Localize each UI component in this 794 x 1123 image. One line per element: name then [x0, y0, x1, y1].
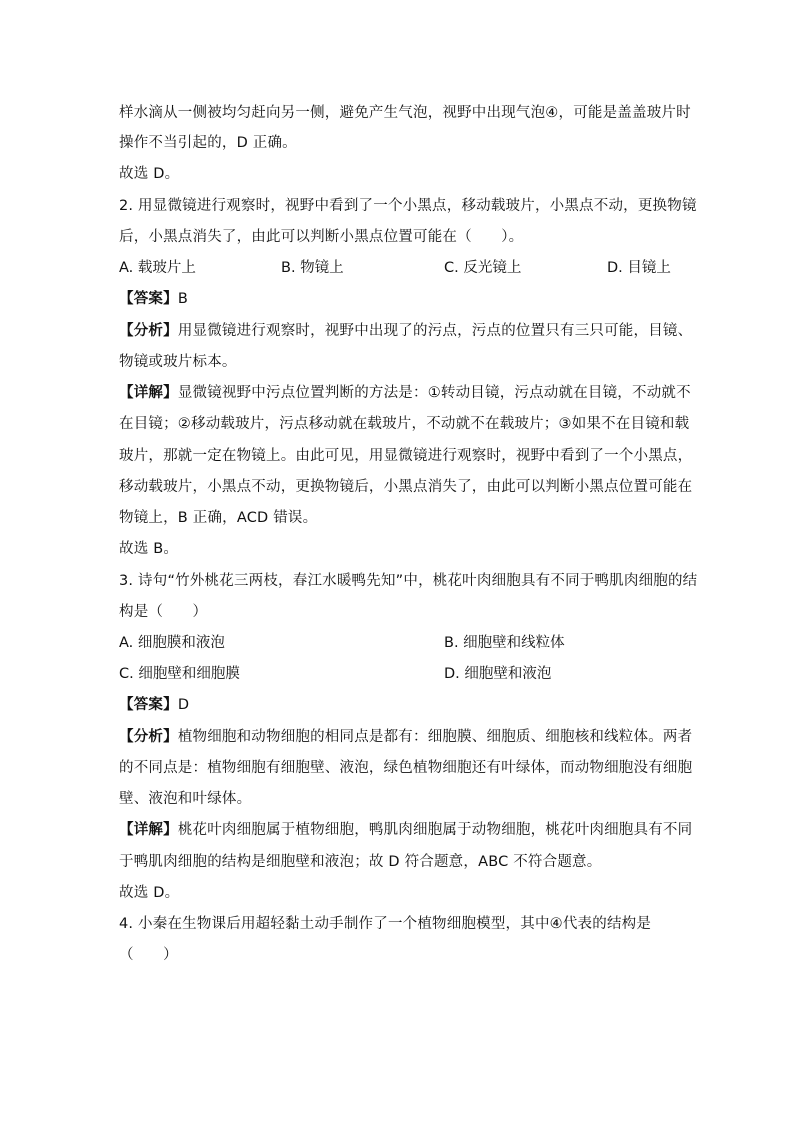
analysis-line: 的不同点是：植物细胞有细胞壁、液泡，绿色植物细胞还有叶绿体，而动物细胞没有细胞 — [119, 760, 693, 776]
text-line: 操作不当引起的，D 正确。 — [119, 135, 297, 151]
analysis-tag: 【分析】 — [119, 729, 178, 745]
selection-line: 故选 B。 — [119, 541, 179, 557]
question-4-stem: 4. 小秦在生物课后用超轻黏土动手制作了一个植物细胞模型，其中④代表的结构是 — [119, 916, 652, 932]
option-b: B. 物镜上 — [281, 260, 344, 276]
analysis-line — [119, 321, 692, 341]
detail-tag: 【详解】 — [119, 822, 178, 838]
detail-text: 桃花叶肉细胞属于植物细胞，鸭肌肉细胞属于动物细胞，桃花叶肉细胞具有不同 — [177, 822, 693, 838]
detail-line — [119, 820, 692, 840]
text-line: 样水滴从一侧被均匀赶向另一侧，避免产生气泡，视野中出现气泡④，可能是盖盖玻片时 — [119, 105, 691, 121]
option-a: A. 细胞膜和液泡 — [119, 635, 225, 651]
option-d: D. 目镜上 — [607, 260, 671, 276]
detail-line — [119, 383, 691, 403]
answer-line — [119, 289, 188, 309]
answer-value: D — [177, 697, 190, 713]
answer-tag: 【答案】 — [119, 291, 178, 307]
text-line: 故选 D。 — [119, 166, 180, 182]
option-b: B. 细胞壁和线粒体 — [444, 635, 565, 651]
analysis-line: 壁、液泡和叶绿体。 — [119, 791, 252, 807]
question-2-stem: 2. 用显微镜进行观察时，视野中看到了一个小黑点，移动载玻片，小黑点不动，更换物镜 — [119, 198, 697, 214]
answer-tag: 【答案】 — [119, 697, 178, 713]
answer-line — [119, 695, 189, 715]
detail-line: 于鸭肌肉细胞的结构是细胞壁和液泡；故 D 符合题意，ABC 不符合题意。 — [119, 854, 602, 870]
option-d: D. 细胞壁和液泡 — [444, 666, 552, 682]
detail-tag: 【详解】 — [119, 385, 178, 401]
detail-line: 在目镜；②移动载玻片，污点移动就在载玻片，不动就不在载玻片；③如果不在目镜和载 — [119, 416, 690, 432]
question-2-stem: 后，小黑点消失了，由此可以判断小黑点位置可能在（ ）。 — [119, 229, 524, 245]
selection-line: 故选 D。 — [119, 885, 180, 901]
question-3-stem: 构是（ ） — [119, 604, 208, 620]
analysis-text: 植物细胞和动物细胞的相同点是都有：细胞膜、细胞质、细胞核和线粒体。两者 — [177, 729, 693, 745]
detail-line: 移动载玻片，小黑点不动，更换物镜后，小黑点消失了，由此可以判断小黑点位置可能在 — [119, 479, 693, 495]
detail-line: 物镜上，B 正确，ACD 错误。 — [119, 510, 318, 526]
analysis-line: 物镜或玻片标本。 — [119, 354, 237, 370]
option-a: A. 载玻片上 — [119, 260, 196, 276]
detail-line: 玻片，那就一定在物镜上。由此可见，用显微镜进行观察时，视野中看到了一个小黑点， — [119, 448, 693, 464]
detail-text: 显微镜视野中污点位置判断的方法是：①转动目镜，污点动就在目镜，不动就不 — [177, 385, 691, 401]
analysis-line — [119, 727, 692, 747]
option-c: C. 细胞壁和细胞膜 — [119, 666, 240, 682]
analysis-text: 用显微镜进行观察时，视野中出现了的污点，污点的位置只有三只可能，目镜、 — [177, 323, 693, 339]
option-c: C. 反光镜上 — [444, 260, 522, 276]
question-4-stem: （ ） — [119, 947, 178, 963]
answer-value: B — [177, 291, 188, 307]
question-3-stem: 3. 诗句“竹外桃花三两枝，春江水暖鸭先知”中，桃花叶肉细胞具有不同于鸭肌肉细胞的结 — [119, 573, 698, 589]
analysis-tag: 【分析】 — [119, 323, 178, 339]
